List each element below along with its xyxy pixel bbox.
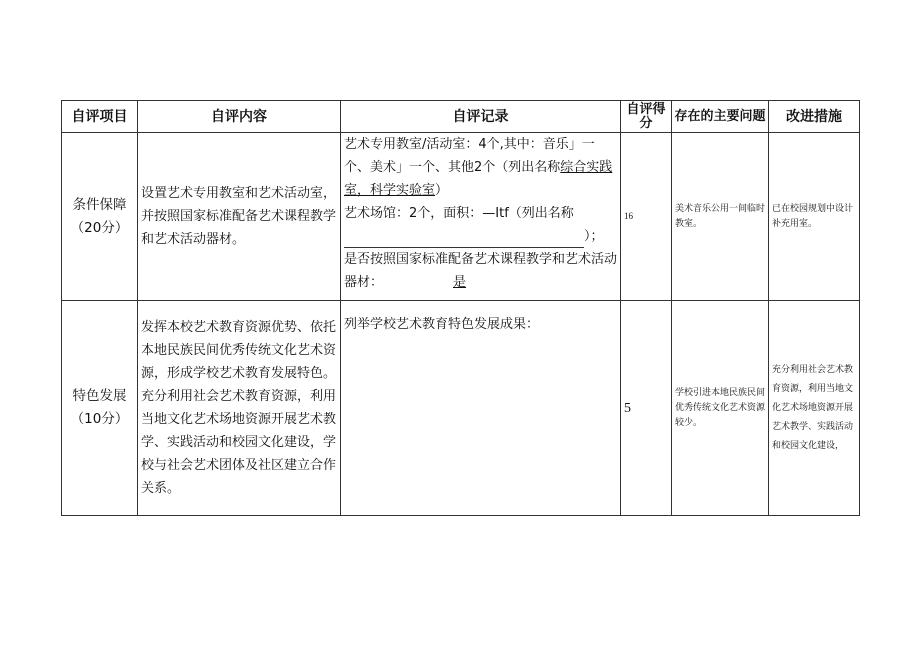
header-content: 自评内容 xyxy=(138,101,341,133)
record-line1-end: ） xyxy=(435,183,449,198)
row-measure: 充分利用社会艺术教育资源，利用当地文化艺术场地资源开展艺术教学、实践活动和校园文化建设， xyxy=(769,301,860,516)
record-line3: 是否按照国家标准配备艺术课程教学和艺术活动器材： xyxy=(344,252,618,290)
record-underlined: 综合实践室，科学实验室 xyxy=(344,160,613,198)
row-measure: 已在校园规划中设计补充用室。 xyxy=(769,133,860,301)
header-row xyxy=(62,101,860,133)
header-item: 自评项目 xyxy=(62,101,138,133)
row-content: 发挥本校艺术教育资源优势、依托本地民族民间优秀传统文化艺术资源，形成学校艺术教育发展特色。充分利用社会艺术教育资源，利用当地文化艺术场地资源开展艺术教学、实践活动和校园文化建设，学校与社会艺术团体及社区建立合作关系。 xyxy=(138,301,341,516)
row-record xyxy=(341,133,621,301)
record-line2: 艺术场馆：2个，面积：—Itf（列出名称 xyxy=(344,206,574,221)
row-item: 条件保障（20分） xyxy=(62,133,138,301)
row-score: 5 xyxy=(621,301,672,516)
table-row xyxy=(62,133,860,301)
table-row xyxy=(62,301,860,516)
record-blank-line xyxy=(344,233,584,248)
header-record: 自评记录 xyxy=(341,101,621,133)
record-line2-end: ）； xyxy=(584,229,604,244)
record-line1: 列举学校艺术教育特色发展成果： xyxy=(344,317,540,332)
header-problem: 存在的主要问题 xyxy=(672,101,769,133)
row-record xyxy=(341,301,621,516)
record-line1: 艺术专用教室/活动室：4个,其中：音乐」一个、美术」一个、其他2个（列出名称 xyxy=(344,137,595,175)
header-score: 自评得分 xyxy=(621,101,672,133)
row-problem: 学校引进本地民族民间优秀传统文化艺术资源较少。 xyxy=(672,301,769,516)
row-content: 设置艺术专用教室和艺术活动室，并按照国家标准配备艺术课程教学和艺术活动器材。 xyxy=(138,133,341,301)
record-line3-value: 是 xyxy=(453,275,467,290)
self-evaluation-table xyxy=(61,100,860,516)
row-problem: 美术音乐公用一间临时教室。 xyxy=(672,133,769,301)
header-measure: 改进措施 xyxy=(769,101,860,133)
row-item: 特色发展（10分） xyxy=(62,301,138,516)
row-score: 16 xyxy=(621,133,672,301)
